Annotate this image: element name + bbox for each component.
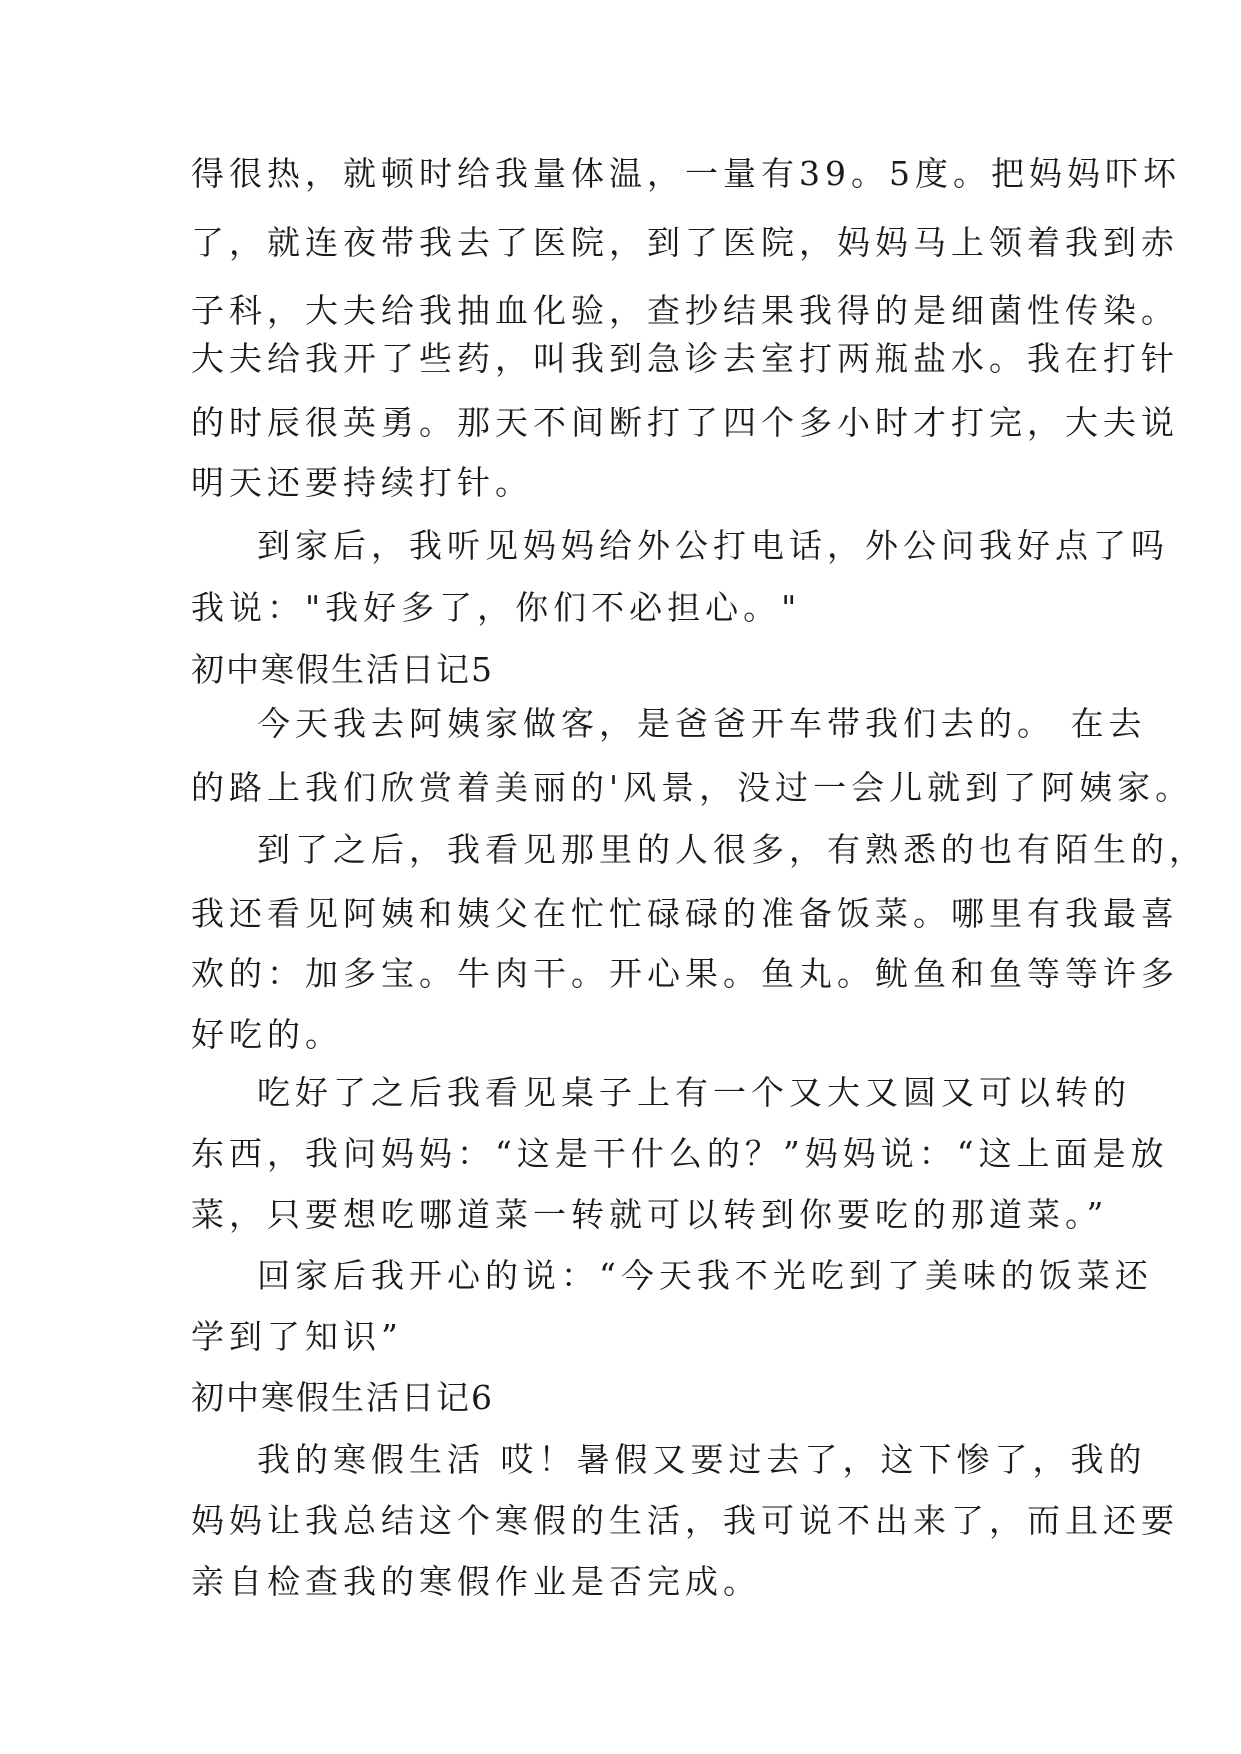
text-line: 吃好了之后我看见桌子上有一个又大又圆又可以转的 xyxy=(257,1073,1131,1112)
text-line: 了，就连夜带我去了医院，到了医院，妈妈马上领着我到赤 xyxy=(191,223,1179,262)
section-heading: 初中寒假生活日记5 xyxy=(191,650,494,689)
text-line: 妈妈让我总结这个寒假的生活，我可说不出来了，而且还要 xyxy=(191,1501,1179,1540)
text-line: 的时辰很英勇。那天不间断打了四个多小时才打完，大夫说 xyxy=(191,403,1179,442)
text-line: 子科，大夫给我抽血化验，查抄结果我得的是细菌性传染。 xyxy=(191,291,1179,330)
text-line: 欢的：加多宝。牛肉干。开心果。鱼丸。鱿鱼和鱼等等许多 xyxy=(191,954,1179,993)
text-line: 我的寒假生活 哎！暑假又要过去了，这下惨了，我的 xyxy=(257,1440,1147,1479)
text-line: 到了之后，我看见那里的人很多，有熟悉的也有陌生的， xyxy=(257,830,1207,869)
text-line: 大夫给我开了些药，叫我到急诊去室打两瓶盐水。我在打针 xyxy=(191,339,1179,378)
section-heading: 初中寒假生活日记6 xyxy=(191,1378,494,1417)
text-line: 的路上我们欣赏着美丽的'风景，没过一会儿就到了阿姨家。 xyxy=(191,768,1194,807)
text-line: 我还看见阿姨和姨父在忙忙碌碌的准备饭菜。哪里有我最喜 xyxy=(191,894,1179,933)
text-line: 东西，我问妈妈：“这是干什么的？”妈妈说：“这上面是放 xyxy=(191,1134,1169,1173)
text-line: 我说："我好多了，你们不必担心。" xyxy=(191,588,802,627)
text-line: 今天我去阿姨家做客，是爸爸开车带我们去的。 在去 xyxy=(257,704,1147,743)
text-line: 亲自检查我的寒假作业是否完成。 xyxy=(191,1562,761,1601)
text-line: 得很热，就顿时给我量体温，一量有39。5度。把妈妈吓坏 xyxy=(191,154,1181,193)
text-line: 明天还要持续打针。 xyxy=(191,463,533,502)
text-line: 学到了知识” xyxy=(191,1317,403,1356)
text-line: 好吃的。 xyxy=(191,1015,343,1054)
text-line: 回家后我开心的说：“今天我不光吃到了美味的饭菜还 xyxy=(257,1256,1153,1295)
text-line: 菜，只要想吃哪道菜一转就可以转到你要吃的那道菜。” xyxy=(191,1195,1109,1234)
text-line: 到家后，我听见妈妈给外公打电话，外公问我好点了吗 xyxy=(257,526,1169,565)
